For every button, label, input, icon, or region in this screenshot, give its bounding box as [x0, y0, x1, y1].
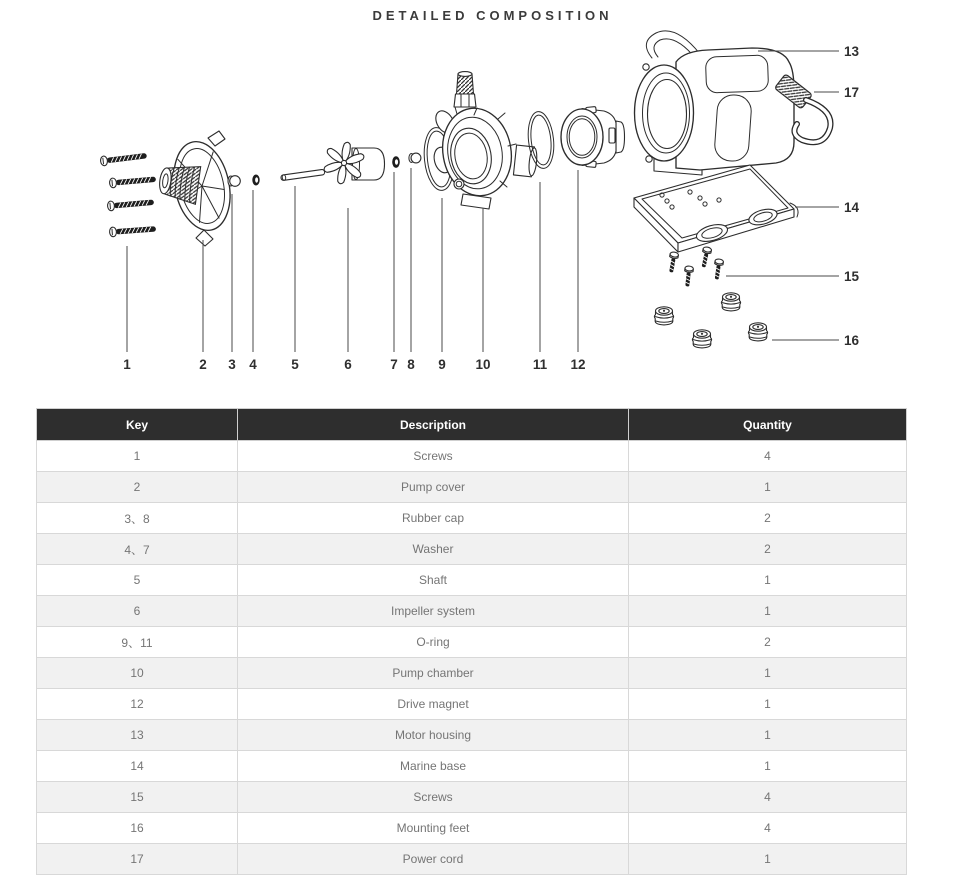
part-number-label: 16 [844, 333, 860, 348]
table-row [37, 844, 907, 875]
quantity-cell: 1 [629, 565, 907, 596]
part-number-label: 2 [199, 357, 207, 372]
part-number-label: 9 [438, 357, 446, 372]
part-mounting-feet [654, 293, 767, 348]
key-cell: 15 [37, 782, 238, 813]
quantity-cell: 1 [629, 720, 907, 751]
column-header-key: Key [37, 409, 238, 441]
part-number-label: 11 [532, 357, 548, 372]
key-cell: 16 [37, 813, 238, 844]
description-cell: Rubber cap [238, 503, 629, 534]
part-number-label: 10 [475, 357, 491, 372]
part-shaft [281, 169, 325, 180]
part-number-label: 12 [570, 357, 586, 372]
key-cell: 6 [37, 596, 238, 627]
part-washer-b [392, 156, 400, 168]
page-title: DETAILED COMPOSITION [372, 8, 613, 23]
part-number-label: 4 [249, 357, 257, 372]
quantity-cell: 4 [629, 441, 907, 472]
key-cell: 3、8 [37, 503, 238, 534]
part-drive-magnet [561, 106, 625, 167]
key-cell: 1 [37, 441, 238, 472]
parts-table-body [37, 441, 907, 875]
part-number-label: 14 [844, 200, 860, 215]
quantity-cell: 2 [629, 534, 907, 565]
table-row [37, 472, 907, 503]
table-header-row [37, 409, 907, 441]
part-number-label: 17 [844, 85, 860, 100]
key-cell: 10 [37, 658, 238, 689]
quantity-cell: 2 [629, 627, 907, 658]
key-cell: 4、7 [37, 534, 238, 565]
part-number-label: 7 [390, 357, 398, 372]
part-marine-base [634, 165, 798, 252]
description-cell: Pump cover [238, 472, 629, 503]
part-number-label: 5 [291, 357, 299, 372]
part-motor-housing [635, 31, 795, 175]
quantity-cell: 1 [629, 596, 907, 627]
description-cell: Power cord [238, 844, 629, 875]
part-number-label: 3 [228, 357, 236, 372]
part-screws-front [100, 151, 156, 237]
key-cell: 12 [37, 689, 238, 720]
quantity-cell: 1 [629, 472, 907, 503]
quantity-cell: 1 [629, 751, 907, 782]
description-cell: Washer [238, 534, 629, 565]
part-pump-cover [157, 131, 237, 246]
exploded-diagram [0, 0, 925, 395]
description-cell: Mounting feet [238, 813, 629, 844]
part-number-label: 15 [844, 269, 860, 284]
part-pump-chamber [431, 72, 538, 209]
key-cell: 9、11 [37, 627, 238, 658]
quantity-cell: 2 [629, 503, 907, 534]
quantity-cell: 1 [629, 689, 907, 720]
column-header-description: Description [238, 409, 629, 441]
part-number-label: 13 [844, 44, 860, 59]
description-cell: Screws [238, 441, 629, 472]
description-cell: Shaft [238, 565, 629, 596]
key-cell: 2 [37, 472, 238, 503]
table-row [37, 782, 907, 813]
table-row [37, 441, 907, 472]
table-row [37, 596, 907, 627]
key-cell: 5 [37, 565, 238, 596]
table-row [37, 534, 907, 565]
quantity-cell: 4 [629, 782, 907, 813]
part-number-label: 1 [123, 357, 131, 372]
description-cell: Marine base [238, 751, 629, 782]
description-cell: Pump chamber [238, 658, 629, 689]
parts-table [36, 408, 907, 875]
part-impeller-system [323, 142, 385, 185]
table-row [37, 720, 907, 751]
description-cell: Drive magnet [238, 689, 629, 720]
table-row [37, 565, 907, 596]
description-cell: Impeller system [238, 596, 629, 627]
table-row [37, 689, 907, 720]
table-row [37, 627, 907, 658]
description-cell: Motor housing [238, 720, 629, 751]
part-number-label: 8 [407, 357, 415, 372]
quantity-cell: 1 [629, 658, 907, 689]
table-row [37, 503, 907, 534]
part-screws-base [667, 246, 724, 287]
description-cell: O-ring [238, 627, 629, 658]
key-cell: 14 [37, 751, 238, 782]
part-number-label: 6 [344, 357, 352, 372]
part-washer-a [252, 175, 259, 186]
part-rubber-cap-a [228, 176, 240, 187]
key-cell: 17 [37, 844, 238, 875]
table-row [37, 751, 907, 782]
table-row [37, 813, 907, 844]
key-cell: 13 [37, 720, 238, 751]
description-cell: Screws [238, 782, 629, 813]
part-rubber-cap-b [409, 153, 421, 163]
quantity-cell: 4 [629, 813, 907, 844]
quantity-cell: 1 [629, 844, 907, 875]
table-row [37, 658, 907, 689]
column-header-quantity: Quantity [629, 409, 907, 441]
